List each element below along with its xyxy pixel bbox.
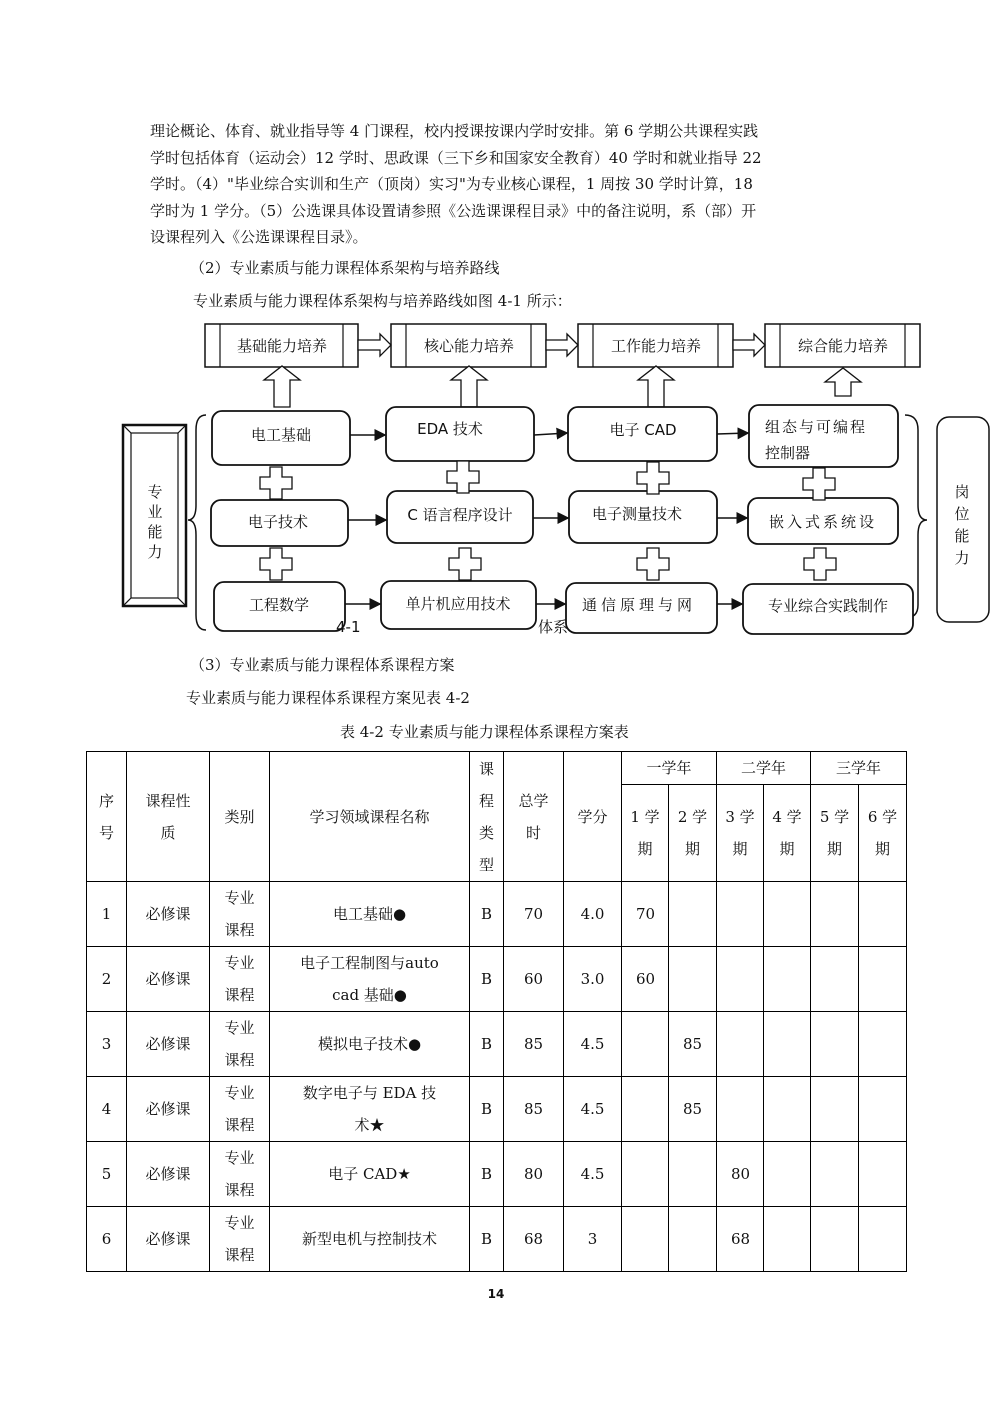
cell-s2 bbox=[669, 882, 717, 947]
cell-s4 bbox=[764, 1207, 811, 1272]
up-arrows bbox=[264, 366, 861, 407]
cell-s5 bbox=[811, 1012, 859, 1077]
cell-s5 bbox=[811, 1207, 859, 1272]
intro-line: 设课程列入《公选课课程目录》。 bbox=[150, 228, 368, 246]
right-label-char: 能 bbox=[954, 527, 970, 545]
cell-seq: 3 bbox=[87, 1012, 127, 1077]
left-label-char: 业 bbox=[147, 503, 163, 521]
left-label-box bbox=[123, 425, 186, 606]
cell-seq: 4 bbox=[87, 1077, 127, 1142]
svg-text:C 语言程序设计: C 语言程序设计 bbox=[407, 506, 513, 524]
cell-s6 bbox=[859, 882, 907, 947]
right-label-char: 位 bbox=[954, 505, 970, 523]
cell-s6 bbox=[859, 1142, 907, 1207]
cell-s2: 85 bbox=[669, 1077, 717, 1142]
header-sem5: 5 学期 bbox=[811, 785, 859, 882]
course-box bbox=[211, 500, 348, 546]
table-title: 表 4-2 专业素质与能力课程体系课程方案表 bbox=[340, 723, 629, 741]
cell-hours: 80 bbox=[504, 1142, 564, 1207]
intro-line: 学时为 1 学分。（5）公选课具体设置请参照《公选课课程目录》中的备注说明，系（部）开 bbox=[150, 201, 757, 220]
course-box bbox=[568, 407, 717, 461]
cell-type: B bbox=[470, 1207, 504, 1272]
table-row bbox=[87, 1012, 907, 1077]
course-box bbox=[212, 411, 350, 465]
table-row bbox=[87, 1077, 907, 1142]
cell-s2 bbox=[669, 947, 717, 1012]
course-box bbox=[743, 584, 913, 634]
cell-s3 bbox=[717, 1077, 764, 1142]
table-row bbox=[87, 947, 907, 1012]
cell-s6 bbox=[859, 1077, 907, 1142]
header-credits: 学分 bbox=[564, 752, 622, 882]
cell-credits: 4.5 bbox=[564, 1077, 622, 1142]
intro-line: 学时。（4）"毕业综合实训和生产（顶岗）实习"为专业核心课程，1 周按 30 学时计算，18 bbox=[150, 175, 753, 193]
intro-line: 学时包括体育（运动会）12 学时、思政课（三下乡和国家安全教育）40 学时和就业指导 22 bbox=[150, 148, 762, 167]
header-sem6: 6 学期 bbox=[859, 785, 907, 882]
section2-heading: （2）专业素质与能力课程体系架构与培养路线 bbox=[190, 259, 500, 277]
header-sem1: 1 学期 bbox=[622, 785, 669, 882]
table-row bbox=[87, 1207, 907, 1272]
caption-fragment: 体系 bbox=[538, 618, 569, 636]
plus-connector bbox=[260, 467, 292, 499]
cell-category: 专业课程 bbox=[210, 882, 270, 947]
cell-type: B bbox=[470, 882, 504, 947]
cell-s4 bbox=[764, 1142, 811, 1207]
table-row bbox=[87, 882, 907, 947]
svg-text:电子测量技术: 电子测量技术 bbox=[591, 505, 683, 523]
cell-s3: 80 bbox=[717, 1142, 764, 1207]
course-box bbox=[748, 498, 898, 544]
cell-hours: 68 bbox=[504, 1207, 564, 1272]
cell-category: 专业课程 bbox=[210, 1207, 270, 1272]
cell-nature: 必修课 bbox=[127, 1142, 210, 1207]
course-box bbox=[386, 407, 534, 461]
cell-nature: 必修课 bbox=[127, 1077, 210, 1142]
header-seq: 序号 bbox=[87, 752, 127, 882]
svg-text:电子技术: 电子技术 bbox=[247, 513, 309, 531]
section3-heading: （3）专业素质与能力课程体系课程方案 bbox=[190, 656, 455, 674]
header-category: 类别 bbox=[210, 752, 270, 882]
header-sem4: 4 学期 bbox=[764, 785, 811, 882]
cell-credits: 3.0 bbox=[564, 947, 622, 1012]
cell-category: 专业课程 bbox=[210, 1012, 270, 1077]
right-label-char: 力 bbox=[954, 549, 970, 567]
cell-type: B bbox=[470, 1012, 504, 1077]
svg-text:电工基础: 电工基础 bbox=[250, 426, 312, 444]
cell-nature: 必修课 bbox=[127, 947, 210, 1012]
header-hours: 总学时 bbox=[504, 752, 564, 882]
cell-s4 bbox=[764, 882, 811, 947]
header-year3: 三学年 bbox=[811, 752, 907, 785]
svg-text:嵌入式系统设: 嵌入式系统设 bbox=[768, 513, 878, 531]
section2-text: 专业素质与能力课程体系架构与培养路线如图 4-1 所示： bbox=[193, 292, 572, 310]
svg-text:电子 CAD: 电子 CAD bbox=[609, 421, 677, 439]
course-box bbox=[381, 581, 536, 629]
svg-text:组态与可编程: 组态与可编程 bbox=[765, 418, 868, 436]
cell-name: 电子工程制图与autocad 基础● bbox=[270, 947, 470, 1012]
cell-type: B bbox=[470, 947, 504, 1012]
top-box-2 bbox=[391, 324, 546, 367]
cell-s6 bbox=[859, 1012, 907, 1077]
left-label-char: 专 bbox=[147, 483, 163, 501]
cell-s5 bbox=[811, 947, 859, 1012]
cell-s6 bbox=[859, 947, 907, 1012]
cell-name: 模拟电子技术● bbox=[270, 1012, 470, 1077]
cell-seq: 1 bbox=[87, 882, 127, 947]
cell-s2 bbox=[669, 1207, 717, 1272]
cell-s3 bbox=[717, 947, 764, 1012]
cell-seq: 2 bbox=[87, 947, 127, 1012]
intro-line: 理论概论、体育、就业指导等 4 门课程，校内授课按课内学时安排。第 6 学期公共课程实践 bbox=[150, 122, 759, 140]
table-row bbox=[87, 1142, 907, 1207]
cell-s3: 68 bbox=[717, 1207, 764, 1272]
cell-name: 电工基础● bbox=[270, 882, 470, 947]
cell-s1 bbox=[622, 1077, 669, 1142]
top-box-label: 综合能力培养 bbox=[797, 337, 889, 355]
cell-nature: 必修课 bbox=[127, 882, 210, 947]
cell-s1 bbox=[622, 1207, 669, 1272]
cell-nature: 必修课 bbox=[127, 1012, 210, 1077]
cell-s2: 85 bbox=[669, 1012, 717, 1077]
header-sem2: 2 学期 bbox=[669, 785, 717, 882]
course-box bbox=[566, 583, 717, 633]
top-box-label: 工作能力培养 bbox=[610, 337, 702, 355]
page-number: 14 bbox=[487, 1287, 505, 1301]
right-label-char: 岗 bbox=[954, 483, 970, 501]
cell-name: 新型电机与控制技术 bbox=[270, 1207, 470, 1272]
cell-s5 bbox=[811, 882, 859, 947]
left-brace bbox=[188, 415, 206, 630]
header-type: 课程类型 bbox=[470, 752, 504, 882]
cell-s4 bbox=[764, 1077, 811, 1142]
cell-type: B bbox=[470, 1142, 504, 1207]
svg-text:工程数学: 工程数学 bbox=[248, 596, 310, 614]
left-label-char: 力 bbox=[147, 543, 163, 561]
cell-s3 bbox=[717, 882, 764, 947]
svg-text:专业综合实践制作: 专业综合实践制作 bbox=[767, 597, 889, 615]
cell-s4 bbox=[764, 1012, 811, 1077]
header-year2: 二学年 bbox=[717, 752, 811, 785]
cell-credits: 4.5 bbox=[564, 1012, 622, 1077]
cell-s6 bbox=[859, 1207, 907, 1272]
plus-connector bbox=[447, 461, 479, 493]
cell-credits: 4.5 bbox=[564, 1142, 622, 1207]
course-box bbox=[749, 405, 898, 467]
header-year1: 一学年 bbox=[622, 752, 717, 785]
caption-fragment: 4-1 bbox=[336, 618, 361, 636]
cell-s1: 60 bbox=[622, 947, 669, 1012]
section3-text: 专业素质与能力课程体系课程方案见表 4-2 bbox=[186, 689, 470, 707]
svg-text:单片机应用技术: 单片机应用技术 bbox=[405, 595, 511, 613]
cell-s5 bbox=[811, 1142, 859, 1207]
top-box-label: 基础能力培养 bbox=[236, 337, 328, 355]
plus-connector bbox=[803, 468, 835, 500]
plus-connector bbox=[637, 462, 669, 494]
cell-s3 bbox=[717, 1012, 764, 1077]
cell-s1 bbox=[622, 1142, 669, 1207]
cell-name: 电子 CAD★ bbox=[270, 1142, 470, 1207]
svg-text:通信原理与网: 通信原理与网 bbox=[582, 596, 697, 614]
cell-s5 bbox=[811, 1077, 859, 1142]
cell-hours: 85 bbox=[504, 1012, 564, 1077]
cell-category: 专业课程 bbox=[210, 1142, 270, 1207]
cell-credits: 3 bbox=[564, 1207, 622, 1272]
cell-category: 专业课程 bbox=[210, 947, 270, 1012]
cell-type: B bbox=[470, 1077, 504, 1142]
cell-s2 bbox=[669, 1142, 717, 1207]
header-nature: 课程性质 bbox=[127, 752, 210, 882]
plus-connector bbox=[637, 548, 669, 580]
svg-text:控制器: 控制器 bbox=[765, 444, 811, 462]
cell-nature: 必修课 bbox=[127, 1207, 210, 1272]
course-box bbox=[387, 491, 533, 543]
cell-hours: 60 bbox=[504, 947, 564, 1012]
course-box bbox=[569, 491, 717, 543]
cell-category: 专业课程 bbox=[210, 1077, 270, 1142]
cell-name: 数字电子与 EDA 技术★ bbox=[270, 1077, 470, 1142]
top-box-4 bbox=[765, 324, 920, 367]
course-architecture-diagram bbox=[0, 0, 992, 650]
course-box bbox=[214, 582, 345, 631]
cell-hours: 70 bbox=[504, 882, 564, 947]
cell-seq: 6 bbox=[87, 1207, 127, 1272]
top-box-label: 核心能力培养 bbox=[423, 337, 515, 355]
right-label-box bbox=[937, 417, 989, 622]
course-plan-table bbox=[86, 751, 907, 1272]
cell-s4 bbox=[764, 947, 811, 1012]
cell-s1: 70 bbox=[622, 882, 669, 947]
cell-s1 bbox=[622, 1012, 669, 1077]
cell-credits: 4.0 bbox=[564, 882, 622, 947]
header-sem3: 3 学期 bbox=[717, 785, 764, 882]
top-box-3 bbox=[578, 324, 733, 367]
plus-connector bbox=[449, 548, 481, 580]
header-name: 学习领域课程名称 bbox=[270, 752, 470, 882]
svg-text:EDA 技术: EDA 技术 bbox=[417, 420, 483, 438]
plus-connector bbox=[260, 548, 292, 580]
cell-seq: 5 bbox=[87, 1142, 127, 1207]
left-label-char: 能 bbox=[147, 523, 163, 541]
cell-hours: 85 bbox=[504, 1077, 564, 1142]
plus-connector bbox=[804, 548, 836, 580]
top-box-1 bbox=[205, 324, 358, 367]
